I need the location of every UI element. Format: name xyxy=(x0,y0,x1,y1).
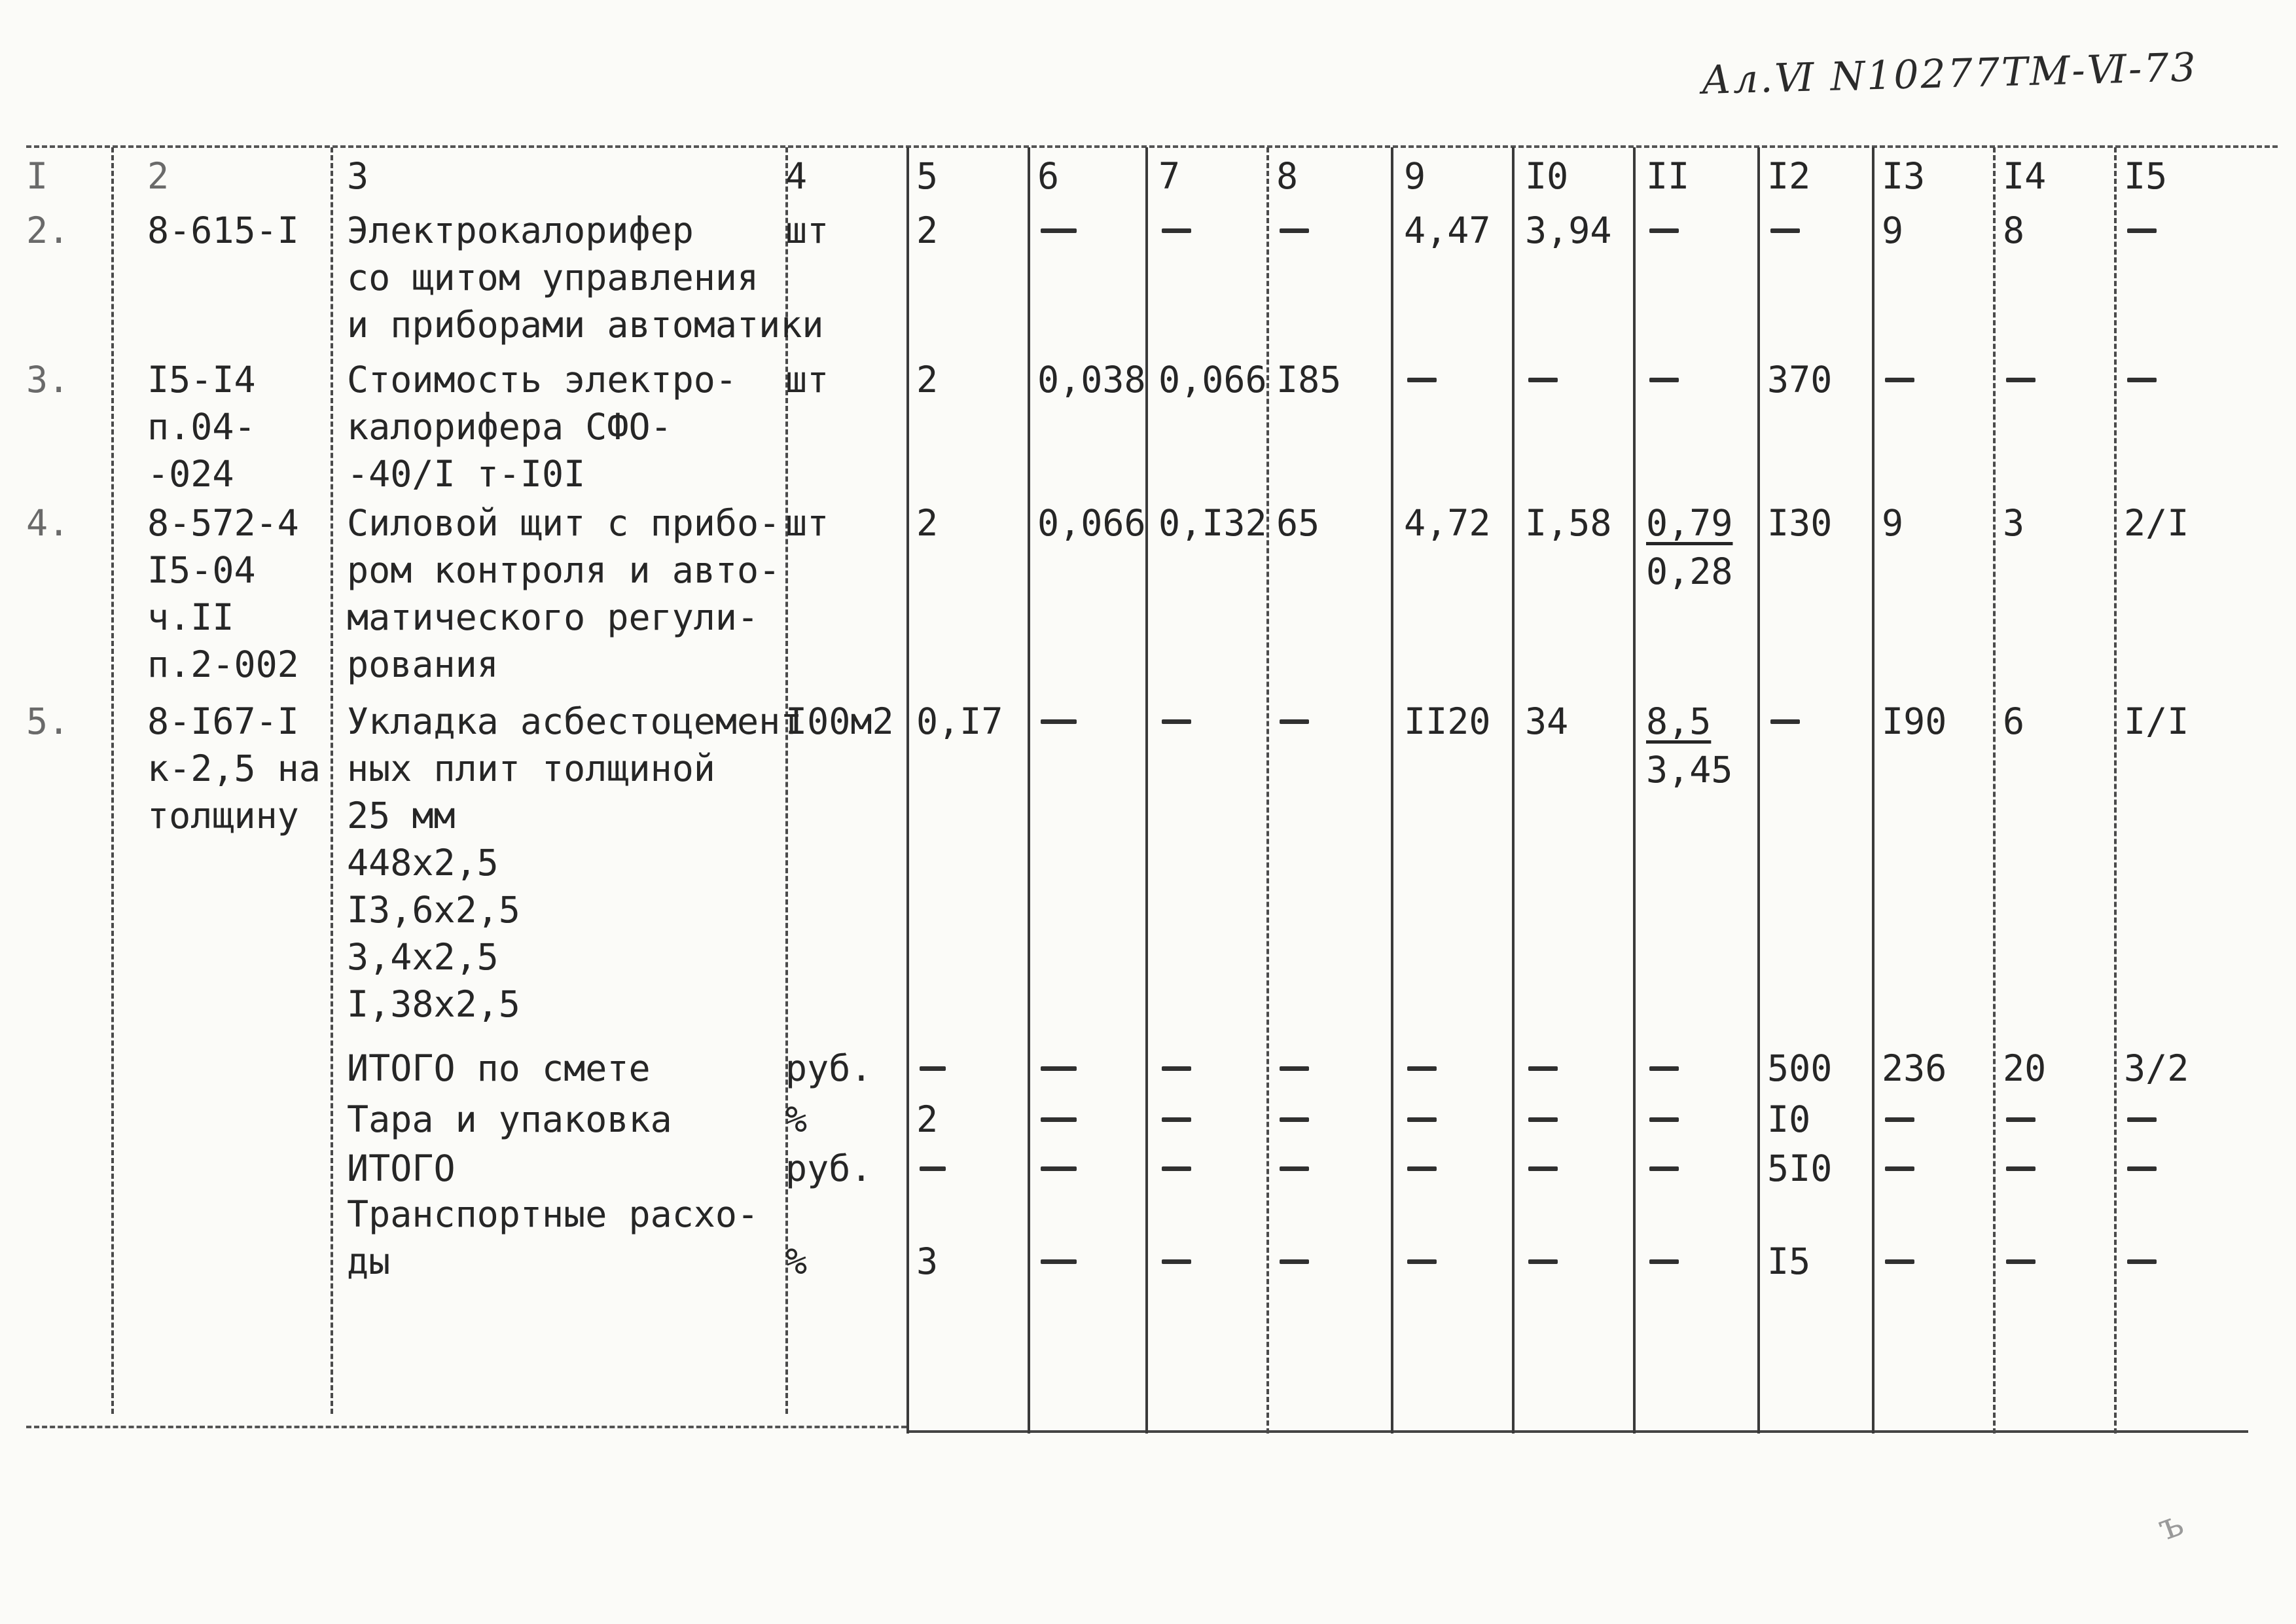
row-5-code-line: толщину xyxy=(147,795,299,837)
row-5-qty: 0,I7 xyxy=(916,700,1003,742)
summary-4-c15-dash xyxy=(2127,1259,2157,1264)
row-2-c9: 4,47 xyxy=(1404,209,1491,251)
row-4-name-line: ром контроля и авто- xyxy=(347,549,781,591)
row-2-c13: 9 xyxy=(1882,209,1904,251)
summary-2-c12: I0 xyxy=(1767,1098,1811,1140)
row-2-c6-dash xyxy=(1041,228,1077,233)
row-5-c12-dash xyxy=(1770,719,1800,724)
summary-2-empty-col-dash xyxy=(1162,1117,1191,1122)
summary-4-c12: I5 xyxy=(1767,1240,1811,1282)
summary-1-qty-dash xyxy=(920,1066,946,1071)
row-3-c7: 0,066 xyxy=(1158,359,1267,401)
row-3-number: 3. xyxy=(26,359,70,401)
summary-2-c13-dash xyxy=(1885,1117,1914,1122)
column-divider xyxy=(111,147,114,1414)
summary-1-c13: 236 xyxy=(1882,1047,1947,1089)
column-divider xyxy=(1512,147,1515,1434)
column-divider xyxy=(331,147,333,1414)
row-5-c14: 6 xyxy=(2003,700,2025,742)
row-5-name-line: I,38х2,5 xyxy=(347,983,520,1025)
row-4-code-line: I5-04 xyxy=(147,549,256,591)
row-2-c15-dash xyxy=(2127,228,2157,233)
row-4-name-line: Силовой щит с прибо- xyxy=(347,502,781,544)
column-divider xyxy=(1266,147,1269,1434)
row-4-c13: 9 xyxy=(1882,502,1904,544)
column-header-12: I2 xyxy=(1767,155,1811,197)
column-divider xyxy=(1028,147,1030,1434)
row-5-c6-dash xyxy=(1041,719,1077,724)
column-divider xyxy=(1993,147,1996,1434)
summary-1-empty-col-dash xyxy=(1407,1066,1437,1071)
summary-4-name-line: Транспортные расхо- xyxy=(347,1193,759,1235)
summary-4-empty-col-dash xyxy=(1280,1259,1309,1264)
document-stamp: Ал.Ⅵ N10277ТМ-Ⅵ-73 xyxy=(1700,45,2198,103)
row-4-name-line: матического регули- xyxy=(347,596,759,638)
row-3-qty: 2 xyxy=(916,359,939,401)
summary-4-empty-col-dash xyxy=(1407,1259,1437,1264)
row-3-code-line: -024 xyxy=(147,453,234,495)
row-4-c9: 4,72 xyxy=(1404,502,1491,544)
column-header-7: 7 xyxy=(1158,155,1181,197)
row-4-c10: I,58 xyxy=(1525,502,1612,544)
row-2-code-line: 8-615-I xyxy=(147,209,299,251)
summary-1-empty-col-dash xyxy=(1528,1066,1558,1071)
summary-3-c13-dash xyxy=(1885,1166,1914,1171)
row-4-qty: 2 xyxy=(916,502,939,544)
summary-1-c14: 20 xyxy=(2003,1047,2047,1089)
row-2-c11-dash xyxy=(1649,228,1679,233)
column-divider xyxy=(906,147,909,1434)
row-4-c6: 0,066 xyxy=(1037,502,1146,544)
row-4-c11-second: 0,28 xyxy=(1646,550,1733,592)
column-header-11: II xyxy=(1646,155,1690,197)
row-2-number: 2. xyxy=(26,209,70,251)
summary-1-empty-col-dash xyxy=(1649,1066,1679,1071)
row-3-c9-dash xyxy=(1407,378,1437,382)
row-2-unit: шт xyxy=(785,209,829,251)
summary-1-empty-col-dash xyxy=(1041,1066,1077,1071)
row-5-c8-dash xyxy=(1280,719,1309,724)
row-2-c10: 3,94 xyxy=(1525,209,1612,251)
row-2-c12-dash xyxy=(1770,228,1800,233)
row-5-c9: II20 xyxy=(1404,700,1491,742)
row-4-unit: шт xyxy=(785,502,829,544)
summary-3-unit: руб. xyxy=(785,1147,872,1189)
summary-2-empty-col-dash xyxy=(1528,1117,1558,1122)
column-header-13: I3 xyxy=(1882,155,1926,197)
row-4-c7: 0,I32 xyxy=(1158,502,1267,544)
row-3-name-line: калорифера СФО- xyxy=(347,406,672,448)
summary-3-empty-col-dash xyxy=(1528,1166,1558,1171)
column-divider xyxy=(2114,147,2117,1434)
column-header-5: 5 xyxy=(916,155,939,197)
column-header-3: 3 xyxy=(347,155,369,197)
row-3-c15-dash xyxy=(2127,378,2157,382)
row-3-name-line: -40/I т-I0I xyxy=(347,453,586,495)
row-4-c12: I30 xyxy=(1767,502,1833,544)
summary-1-name-line: ИТОГО по смете xyxy=(347,1047,651,1089)
summary-2-empty-col-dash xyxy=(1280,1117,1309,1122)
row-4-name-line: рования xyxy=(347,643,499,685)
row-5-name-line: 3,4х2,5 xyxy=(347,936,499,978)
summary-3-c15-dash xyxy=(2127,1166,2157,1171)
row-4-c8: 65 xyxy=(1276,502,1320,544)
row-3-c14-dash xyxy=(2006,378,2036,382)
summary-2-empty-col-dash xyxy=(1041,1117,1077,1122)
corner-mark: ъ xyxy=(2152,1501,2189,1550)
summary-2-unit: % xyxy=(785,1098,808,1140)
column-divider xyxy=(1145,147,1148,1434)
summary-4-empty-col-dash xyxy=(1041,1259,1077,1264)
row-3-c13-dash xyxy=(1885,378,1914,382)
row-2-qty: 2 xyxy=(916,209,939,251)
row-2-name-line: Электрокалорифер xyxy=(347,209,694,251)
row-5-c13: I90 xyxy=(1882,700,1947,742)
column-header-14: I4 xyxy=(2003,155,2047,197)
row-3-c10-dash xyxy=(1528,378,1558,382)
row-4-number: 4. xyxy=(26,502,70,544)
header-top-rule xyxy=(26,145,2278,148)
row-3-c11-dash xyxy=(1649,378,1679,382)
summary-1-c12: 500 xyxy=(1767,1047,1833,1089)
summary-1-unit: руб. xyxy=(785,1047,872,1089)
row-5-c11: 8,5 xyxy=(1646,700,1712,742)
row-5-c11-second: 3,45 xyxy=(1646,749,1733,791)
summary-2-empty-col-dash xyxy=(1407,1117,1437,1122)
row-3-name-line: Стоимость электро- xyxy=(347,359,738,401)
row-2-name-line: со щитом управления xyxy=(347,257,759,298)
row-5-name-line: Укладка асбестоцемент xyxy=(347,700,802,742)
summary-3-c14-dash xyxy=(2006,1166,2036,1171)
summary-1-empty-col-dash xyxy=(1280,1066,1309,1071)
row-3-unit: шт xyxy=(785,359,829,401)
table-bottom-rule xyxy=(906,1430,2248,1433)
summary-2-empty-col-dash xyxy=(1649,1117,1679,1122)
row-3-c12: 370 xyxy=(1767,359,1833,401)
summary-4-empty-col-dash xyxy=(1528,1259,1558,1264)
row-5-c15: I/I xyxy=(2124,700,2189,742)
summary-3-empty-col-dash xyxy=(1280,1166,1309,1171)
row-3-c8: I85 xyxy=(1276,359,1342,401)
row-4-c11: 0,79 xyxy=(1646,502,1733,544)
row-5-name-line: 25 мм xyxy=(347,795,456,837)
row-3-code-line: п.04- xyxy=(147,406,256,448)
summary-4-empty-col-dash xyxy=(1162,1259,1191,1264)
row-5-name-line: ных плит толщиной xyxy=(347,748,715,789)
row-3-c6: 0,038 xyxy=(1037,359,1146,401)
row-2-name-line: и приборами автоматики xyxy=(347,304,824,346)
row-5-name-line: I3,6х2,5 xyxy=(347,889,520,931)
row-5-c10: 34 xyxy=(1525,700,1569,742)
column-header-4: 4 xyxy=(785,155,808,197)
row-5-name-line: 448х2,5 xyxy=(347,842,499,884)
summary-3-empty-col-dash xyxy=(1649,1166,1679,1171)
summary-2-name-line: Тара и упаковка xyxy=(347,1098,672,1140)
row-2-c14: 8 xyxy=(2003,209,2025,251)
summary-3-empty-col-dash xyxy=(1162,1166,1191,1171)
row-4-code-line: ч.II xyxy=(147,596,234,638)
row-4-c15: 2/I xyxy=(2124,502,2189,544)
row-4-c14: 3 xyxy=(2003,502,2025,544)
row-5-unit: I00м2 xyxy=(785,700,894,742)
column-divider xyxy=(1757,147,1760,1434)
summary-4-name-line: ды xyxy=(347,1240,391,1282)
row-4-code-line: 8-572-4 xyxy=(147,502,299,544)
row-5-code-line: 8-I67-I xyxy=(147,700,299,742)
summary-3-empty-col-dash xyxy=(1041,1166,1077,1171)
row-2-c7-dash xyxy=(1162,228,1191,233)
summary-2-c14-dash xyxy=(2006,1117,2036,1122)
row-5-code-line: к-2,5 на xyxy=(147,748,321,789)
row-2-c8-dash xyxy=(1280,228,1309,233)
column-header-8: 8 xyxy=(1276,155,1299,197)
column-divider xyxy=(1872,147,1874,1434)
column-header-10: I0 xyxy=(1525,155,1569,197)
row-5-c7-dash xyxy=(1162,719,1191,724)
summary-2-qty: 2 xyxy=(916,1098,939,1140)
column-header-2: 2 xyxy=(147,155,170,197)
row-3-code-line: I5-I4 xyxy=(147,359,256,401)
column-divider xyxy=(1391,147,1393,1434)
summary-1-c15: 3/2 xyxy=(2124,1047,2189,1089)
summary-3-name-line: ИТОГО xyxy=(347,1147,456,1189)
column-header-6: 6 xyxy=(1037,155,1060,197)
summary-4-empty-col-dash xyxy=(1649,1259,1679,1264)
summary-4-c14-dash xyxy=(2006,1259,2036,1264)
summary-3-c12: 5I0 xyxy=(1767,1147,1833,1189)
row-5-number: 5. xyxy=(26,700,70,742)
summary-1-empty-col-dash xyxy=(1162,1066,1191,1071)
column-header-15: I5 xyxy=(2124,155,2168,197)
column-header-9: 9 xyxy=(1404,155,1426,197)
column-divider xyxy=(1633,147,1636,1434)
column-header-1: I xyxy=(26,155,48,197)
summary-2-c15-dash xyxy=(2127,1117,2157,1122)
summary-4-c13-dash xyxy=(1885,1259,1914,1264)
summary-4-unit: % xyxy=(785,1240,808,1282)
row-4-code-line: п.2-002 xyxy=(147,643,299,685)
table-bottom-rule-left xyxy=(26,1426,906,1428)
summary-3-qty-dash xyxy=(920,1166,946,1171)
summary-3-empty-col-dash xyxy=(1407,1166,1437,1171)
summary-4-qty: 3 xyxy=(916,1240,939,1282)
